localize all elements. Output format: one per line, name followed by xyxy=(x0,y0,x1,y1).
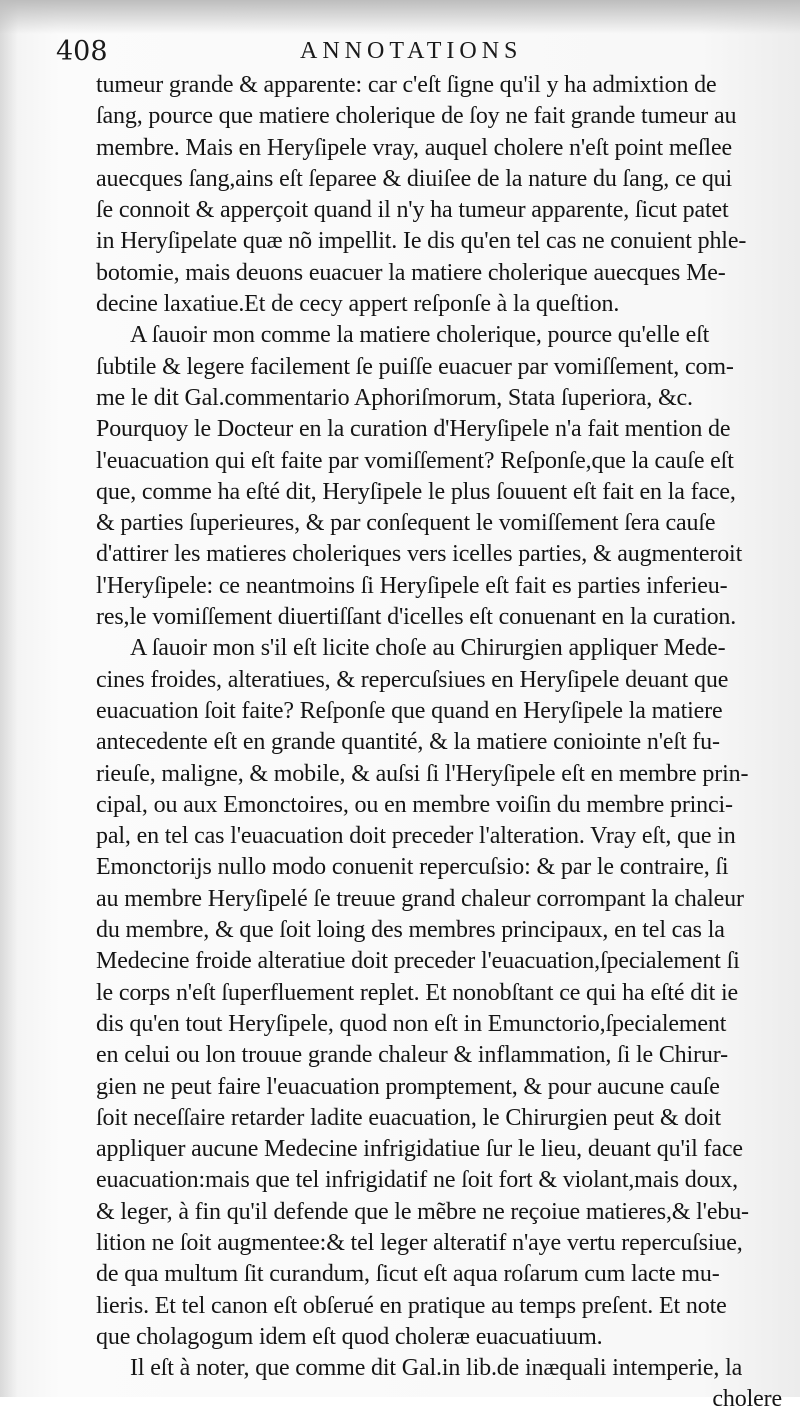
text-line: Pourquoy le Docteur en la curation d'Heryſipele n'a fait mention de xyxy=(96,416,731,443)
text-line: pal, en tel cas l'euacuation doit preceder l'alteration. Vray eſt, que in xyxy=(96,823,736,850)
text-line: d'attirer les matieres choleriques vers icelles parties, & augmenteroit xyxy=(96,541,743,568)
catchword: cholere xyxy=(712,1386,782,1413)
text-line: me le dit Gal.commentario Aphoriſmorum, Stata ſuperiora, &c. xyxy=(96,384,693,411)
text-line: au membre Heryſipelé ſe treuue grand chaleur corrompant la chaleur xyxy=(96,885,744,912)
text-line: euacuation ſoit faite? Reſponſe que quand en Heryſipele la matiere xyxy=(96,697,723,724)
text-line: le corps n'eſt ſuperfluement replet. Et nonobſtant ce qui ha eſté dit ie xyxy=(96,979,738,1006)
body-text xyxy=(96,70,786,1416)
text-line: Medecine froide alteratiue doit preceder l'euacuation,ſpecialement ſi xyxy=(96,948,740,975)
text-line: l'Heryſipele: ce neantmoins ſi Heryſipele eſt fait es parties inferieu- xyxy=(96,572,728,599)
text-line: dis qu'en tout Heryſipele, quod non eſt in Emunctorio,ſpecialement xyxy=(96,1010,727,1037)
text-line: appliquer aucune Medecine infrigidatiue ſur le lieu, deuant qu'il face xyxy=(96,1136,743,1163)
text-line: lition ne ſoit augmentee:& tel leger alteratif n'aye vertu repercuſsiue, xyxy=(96,1229,743,1256)
text-line: lieris. Et tel canon eſt obſerué en pratique au temps preſent. Et note xyxy=(96,1292,727,1319)
text-line: du membre, & que ſoit loing des membres principaux, en tel cas la xyxy=(96,917,725,944)
text-line: gien ne peut faire l'euacuation promptement, & pour aucune cauſe xyxy=(96,1073,720,1100)
text-line: auecques ſang,ains eſt ſeparee & diuiſee de la nature du ſang, ce qui xyxy=(96,165,733,192)
paragraph-start-line: A ſauoir mon s'il eſt licite choſe au Chirurgien appliquer Mede- xyxy=(130,635,726,662)
text-line: cipal, ou aux Emonctoires, ou en membre voiſin du membre princi- xyxy=(96,791,733,818)
text-line: ſubtile & legere facilement ſe puiſſe euacuer par vomiſſement, com- xyxy=(96,353,734,380)
text-line: cines froides, alteratiues, & repercuſsiues en Heryſipele deuant que xyxy=(96,666,729,693)
text-line: decine laxatiue.Et de cecy appert reſponſe à la queſtion. xyxy=(96,291,620,318)
text-line: botomie, mais deuons euacuer la matiere cholerique auecques Me- xyxy=(96,259,726,286)
page-number: 408 xyxy=(56,36,108,67)
text-line: ſoit neceſſaire retarder ladite euacuation, le Chirurgien peut & doit xyxy=(96,1104,721,1131)
text-line: euacuation:mais que tel infrigidatif ne ſoit fort & violant,mais doux, xyxy=(96,1167,739,1194)
text-line: que, comme ha eſté dit, Heryſipele le plus ſouuent eſt fait en la face, xyxy=(96,478,736,505)
text-line: & leger, à fin qu'il defende que le mẽbre ne reçoiue matieres,& l'ebu- xyxy=(96,1198,749,1225)
text-line: rieuſe, maligne, & mobile, & auſsi ſi l'Heryſipele eſt en membre prin- xyxy=(96,760,749,787)
text-line: ſe connoit & apperçoit quand il n'y ha tumeur apparente, ſicut patet xyxy=(96,197,729,224)
text-line: in Heryſipelate quæ nõ impellit. Ie dis qu'en tel cas ne conuient phle- xyxy=(96,228,747,255)
text-line: l'euacuation qui eſt faite par vomiſſement? Reſponſe,que la cauſe eſt xyxy=(96,447,734,474)
text-line: ſang, pource que matiere cholerique de ſoy ne fait grande tumeur au xyxy=(96,103,737,130)
page-gutter-shadow xyxy=(0,0,800,34)
text-line: & parties ſuperieures, & par conſequent le vomiſſement ſera cauſe xyxy=(96,510,716,537)
text-line: que cholagogum idem eſt quod choleræ euacuatiuum. xyxy=(96,1323,603,1350)
text-line: tumeur grande & apparente: car c'eſt ſigne qu'il y ha admixtion de xyxy=(96,72,717,98)
text-line: antecedente eſt en grande quantité, & la matiere coniointe n'eſt fu- xyxy=(96,729,720,756)
running-head: ANNOTATIONS xyxy=(300,38,523,64)
paragraph-start-line: Il eſt à noter, que comme dit Gal.in lib.de inæquali intemperie, la xyxy=(130,1355,743,1382)
text-line: membre. Mais en Heryſipele vray, auquel cholere n'eſt point meſlee xyxy=(96,134,732,161)
text-line: res,le vomiſſement diuertiſſant d'icelles eſt conuenant en la curation. xyxy=(96,604,737,631)
text-line: Emonctorijs nullo modo conuenit repercuſsio: & par le contraire, ſi xyxy=(96,854,729,881)
text-line: de qua multum ſit curandum, ſicut eſt aqua roſarum cum lacte mu- xyxy=(96,1261,720,1288)
text-line: en celui ou lon trouue grande chaleur & inflammation, ſi le Chirur- xyxy=(96,1042,728,1069)
paragraph-start-line: A ſauoir mon comme la matiere cholerique, pource qu'elle eſt xyxy=(130,322,710,349)
